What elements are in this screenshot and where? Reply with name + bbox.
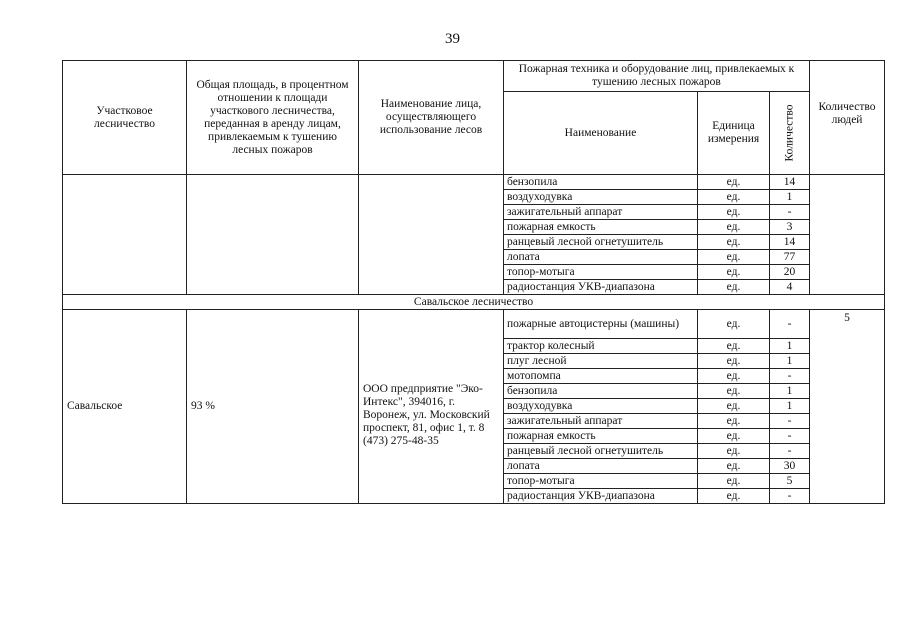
equipment-name: воздуходувка xyxy=(504,399,698,414)
equipment-name: лопата xyxy=(504,459,698,474)
entity-name: ООО предприятие "Эко-Интекс", 394016, г. Воронеж, ул. Московский проспект, 81, офис 1, т. 8 (473) 275-48-35 xyxy=(359,310,504,504)
equipment-name: плуг лесной xyxy=(504,354,698,369)
equipment-unit: ед. xyxy=(698,175,770,190)
header-equipment-group: Пожарная техника и оборудование лиц, привлекаемых к тушению лесных пожаров xyxy=(504,61,810,92)
header-forestry: Участковое лесничество xyxy=(63,61,187,175)
equipment-unit: ед. xyxy=(698,444,770,459)
equipment-qty: 4 xyxy=(770,280,810,295)
section-title: Савальское лесничество xyxy=(63,295,885,310)
equipment-qty: 20 xyxy=(770,265,810,280)
equipment-qty: 5 xyxy=(770,474,810,489)
equipment-name: топор-мотыга xyxy=(504,474,698,489)
equipment-qty: 1 xyxy=(770,339,810,354)
equipment-unit: ед. xyxy=(698,459,770,474)
continued-people xyxy=(810,175,885,295)
page-number: 39 xyxy=(445,31,460,47)
equipment-unit: ед. xyxy=(698,414,770,429)
equipment-qty: - xyxy=(770,444,810,459)
header-area-share: Общая площадь, в процентном отношении к площади участкового лесничества, переданная в аренду лицам, привлекаемым к тушению лесных пожаров xyxy=(187,61,359,175)
equipment-unit: ед. xyxy=(698,354,770,369)
equipment-qty: 77 xyxy=(770,250,810,265)
equipment-unit: ед. xyxy=(698,339,770,354)
equipment-name: пожарная емкость xyxy=(504,429,698,444)
equipment-unit: ед. xyxy=(698,205,770,220)
equipment-unit: ед. xyxy=(698,310,770,339)
equipment-qty: 1 xyxy=(770,190,810,205)
area-share: 93 % xyxy=(187,310,359,504)
header-equip-name: Наименование xyxy=(504,92,698,175)
equipment-unit: ед. xyxy=(698,235,770,250)
equipment-name: зажигательный аппарат xyxy=(504,205,698,220)
equipment-name: ранцевый лесной огнетушитель xyxy=(504,444,698,459)
equipment-name: ранцевый лесной огнетушитель xyxy=(504,235,698,250)
equipment-unit: ед. xyxy=(698,250,770,265)
equipment-qty: - xyxy=(770,429,810,444)
equipment-unit: ед. xyxy=(698,190,770,205)
equipment-qty: 3 xyxy=(770,220,810,235)
equipment-qty: - xyxy=(770,310,810,339)
equipment-qty: 1 xyxy=(770,399,810,414)
equipment-name: воздуходувка xyxy=(504,190,698,205)
equipment-name: радиостанция УКВ-диапазона xyxy=(504,280,698,295)
table-row xyxy=(63,175,885,190)
equipment-name: пожарные автоцистерны (машины) xyxy=(504,310,698,339)
equipment-unit: ед. xyxy=(698,474,770,489)
header-people: Количество людей xyxy=(810,61,885,175)
equipment-name: трактор колесный xyxy=(504,339,698,354)
equipment-unit: ед. xyxy=(698,280,770,295)
equipment-name: бензопила xyxy=(504,384,698,399)
equipment-unit: ед. xyxy=(698,369,770,384)
header-entity: Наименование лица, осуществляющего использование лесов xyxy=(359,61,504,175)
equipment-qty: - xyxy=(770,414,810,429)
continued-forestry xyxy=(63,175,187,295)
equipment-name: мотопомпа xyxy=(504,369,698,384)
equipment-qty: 14 xyxy=(770,235,810,250)
table-row xyxy=(63,310,885,339)
equipment-unit: ед. xyxy=(698,489,770,504)
header-unit: Единица измерения xyxy=(698,92,770,175)
equipment-unit: ед. xyxy=(698,220,770,235)
equipment-qty: 30 xyxy=(770,459,810,474)
equipment-unit: ед. xyxy=(698,265,770,280)
equipment-name: лопата xyxy=(504,250,698,265)
equipment-qty: 14 xyxy=(770,175,810,190)
header-quantity: Количество xyxy=(770,92,810,175)
equipment-qty: 1 xyxy=(770,354,810,369)
continued-entity xyxy=(359,175,504,295)
equipment-name: топор-мотыга xyxy=(504,265,698,280)
equipment-name: пожарная емкость xyxy=(504,220,698,235)
fire-equipment-table xyxy=(62,60,885,504)
people-count: 5 xyxy=(810,310,885,504)
equipment-qty: - xyxy=(770,205,810,220)
equipment-qty: 1 xyxy=(770,384,810,399)
forestry-name: Савальское xyxy=(63,310,187,504)
equipment-unit: ед. xyxy=(698,399,770,414)
equipment-name: зажигательный аппарат xyxy=(504,414,698,429)
equipment-unit: ед. xyxy=(698,384,770,399)
equipment-qty: - xyxy=(770,369,810,384)
equipment-qty: - xyxy=(770,489,810,504)
equipment-name: бензопила xyxy=(504,175,698,190)
continued-area-share xyxy=(187,175,359,295)
section-row xyxy=(63,295,885,310)
equipment-unit: ед. xyxy=(698,429,770,444)
equipment-name: радиостанция УКВ-диапазона xyxy=(504,489,698,504)
